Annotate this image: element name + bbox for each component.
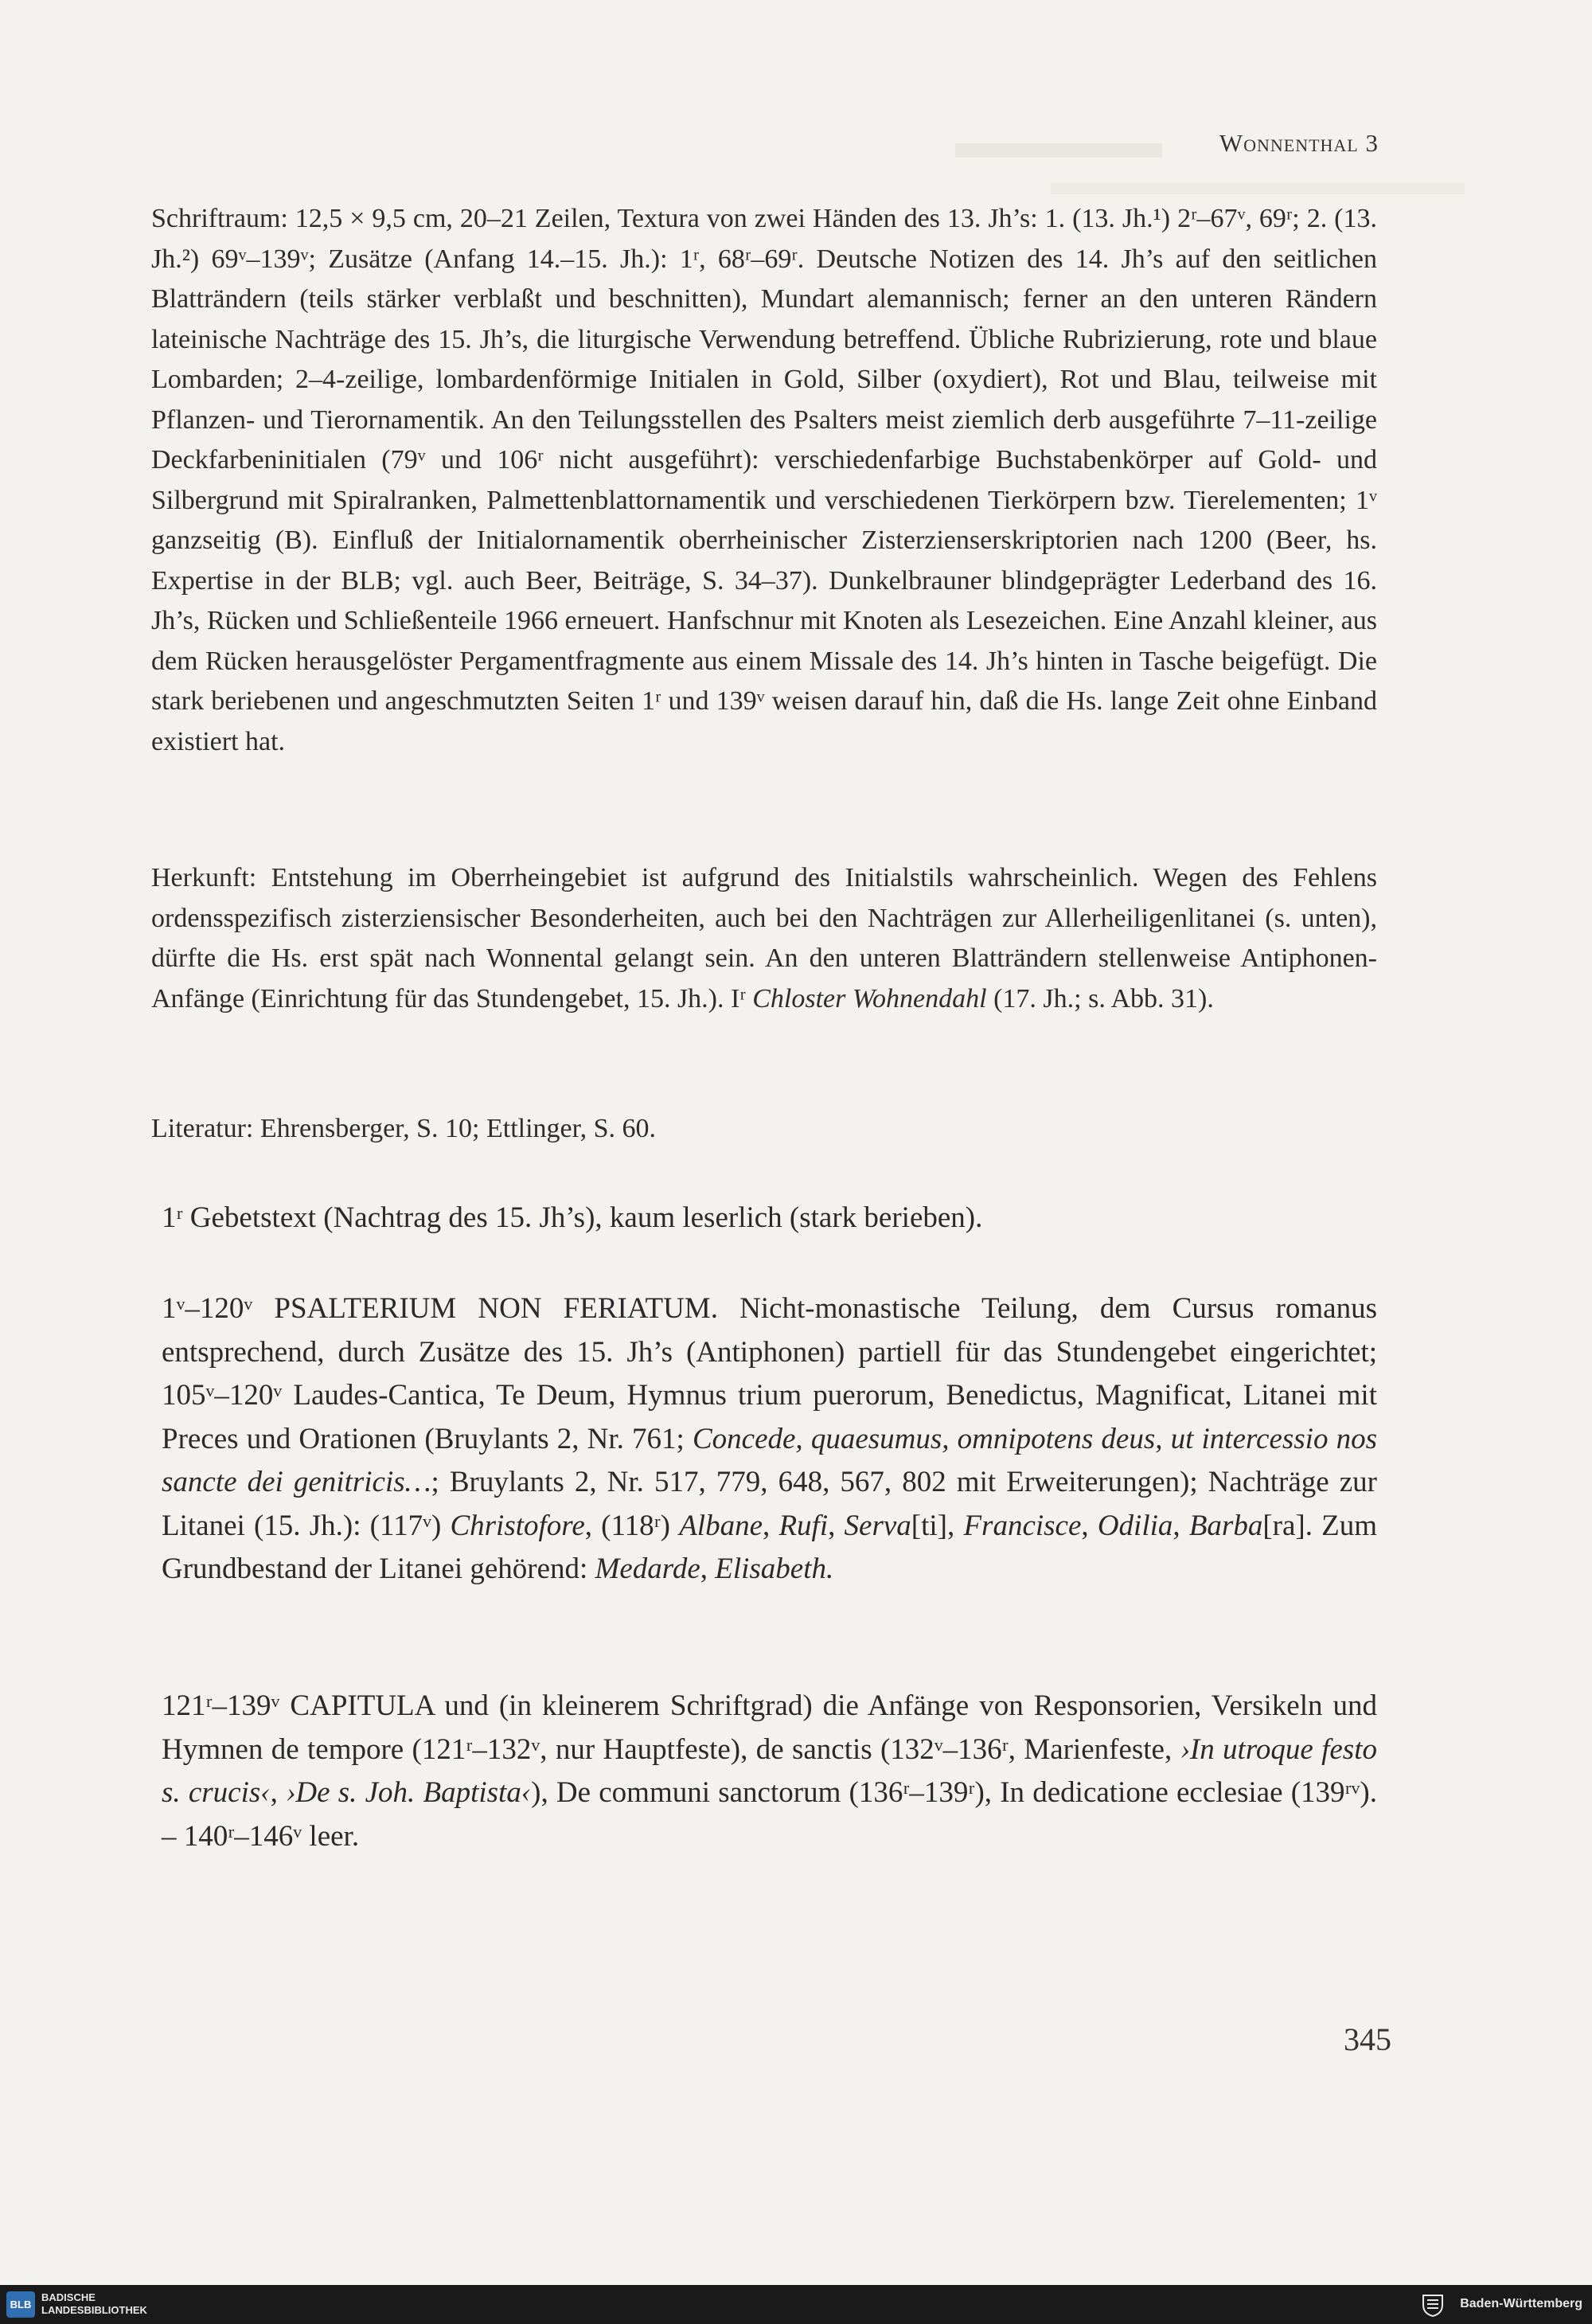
paragraph-provenance [151, 858, 1377, 1019]
provenance-end: (17. Jh.; s. Abb. 31). [993, 983, 1214, 1014]
psalterium-italic-f: Albane [679, 1509, 763, 1542]
paragraph-literature: Literatur: Ehrensberger, S. 10; Ettlinger, S. 60. [151, 1114, 657, 1143]
capitula-italic-b: ›In utroque festo s. crucis‹ [162, 1732, 1377, 1809]
psalterium-italic-h: Rufi [778, 1509, 829, 1542]
capitula-text-e: ), De communi sanctorum (136ʳ–139ʳ), In dedicatione ecclesiae (139ʳᵛ). – 140ʳ–146ᵛ leer. [162, 1776, 1377, 1853]
capitula-text-c: , [270, 1776, 278, 1809]
psalterium-italic-p: Barba [1188, 1509, 1263, 1542]
psalterium-italic-b: Concede, quaesumus, omnipotens deus, ut intercessio nos sancte dei genitricis… [162, 1422, 1377, 1498]
psalterium-text-k: [ti], [911, 1509, 955, 1542]
baden-wuerttemberg-label[interactable]: Baden-Württemberg [1460, 2297, 1582, 2310]
psalterium-italic-j: Serva [844, 1509, 911, 1542]
capitula-italic-d: ›De s. Joh. Baptista‹ [286, 1776, 532, 1809]
library-name-line2: LANDESBIBLIOTHEK [41, 2304, 147, 2316]
psalterium-text-i: , [828, 1509, 836, 1542]
library-name-line1: BADISCHE [41, 2291, 96, 2303]
entry-gebetstext: 1ʳ Gebetstext (Nachtrag des 15. Jh’s), kaum leserlich (stark berieben). [162, 1201, 983, 1234]
psalterium-text-c: ; Bruylants 2, Nr. 517, 779, 648, 567, 802 mit Erweiterungen); Nachträge zur Litanei (15. Jh.): (117ᵛ) [162, 1466, 1377, 1542]
psalterium-text-s: , [700, 1553, 708, 1585]
psalterium-italic-t: Elisabeth. [715, 1553, 834, 1585]
psalterium-text-e: , (118ʳ) [584, 1509, 670, 1542]
provenance-text: Herkunft: Entstehung im Oberrheingebiet ist aufgrund des Initialstils wahrscheinlich. Wegen des Fehlens ordensspezifisch zisterziensischer Besonderheiten, auch bei den Nachträgen zur Allerheiligenlitanei (s. unten), dürfte die Hs. erst spät nach Wonnental gelangt sein. An den unteren Blatträndern stellenweise Antiphonen-Anfänge (Einrichtung für das Stundengebet, 15. Jh.). Iʳ [151, 863, 1377, 1014]
psalterium-text-m: , [1081, 1509, 1089, 1542]
psalterium-text-q: [ra]. Zum Grundbestand der Litanei gehörend: [162, 1509, 1378, 1585]
entry-capitula [162, 1685, 1377, 1858]
library-name[interactable] [41, 2291, 147, 2317]
psalterium-italic-d: Christofore [450, 1509, 585, 1542]
psalterium-italic-r: Medarde [595, 1553, 700, 1585]
page-number: 345 [1344, 2021, 1391, 2057]
footer-bar [0, 2285, 1592, 2324]
baden-wuerttemberg-crest-icon[interactable] [1421, 2292, 1445, 2317]
psalterium-italic-l: Francisce [963, 1509, 1082, 1542]
paragraph-description: Schriftraum: 12,5 × 9,5 cm, 20–21 Zeilen, Textura von zwei Händen des 13. Jh’s: 1. (13. Jh.¹) 2ʳ–67ᵛ, 69ʳ; 2. (13. Jh.²) 69ᵛ–139ᵛ; Zusätze (Anfang 14.–15. Jh.): 1ʳ, 68ʳ–69ʳ. Deutsche Notizen des 14. Jh’s auf den seitlichen Blatträndern (teils stärker verblaßt und beschnitten), Mundart alemannisch; ferner an den unteren Rändern lateinische Nachträge des 15. Jh’s, die liturgische Verwendung betreffend. Übliche Rubrizierung, rote und blaue Lombarden; 2–4-zeilige, lombardenförmige Initialen in Gold, Silber (oxydiert), Rot und Blau, teilweise mit Pflanzen- und Tierornamentik. An den Teilungsstellen des Psalters meist ziemlich derb ausgeführte 7–11-zeilige Deckfarbeninitialen (79ᵛ und 106ʳ nicht ausgeführt): verschiedenfarbige Buchstabenkörper auf Gold- und Silbergrund mit Spiralranken, Palmettenblattornamentik und verschiedenen Tierkörpern bzw. Tierelementen; 1ᵛ ganzseitig (B). Einfluß der Initialornamentik oberrheinischer Zisterzienserskriptorien nach 1200 (Beer, hs. Expertise in der BLB; vgl. auch Beer, Beiträge, S. 34–37). Dunkelbrauner blindgeprägter Lederband des 16. Jh’s, Rücken und Schließenteile 1966 erneuert. Hanfschnur mit Knoten als Lesezeichen. Eine Anzahl kleiner, aus dem Rücken herausgelöster Pergamentfragmente aus einem Missale des 14. Jh’s hinten in Tasche beigefügt. Die stark beriebenen und angeschmutzten Seiten 1ʳ und 139ᵛ weisen darauf hin, daß die Hs. lange Zeit ohne Einband existiert hat. [151, 204, 1377, 756]
entry-psalterium [162, 1287, 1377, 1592]
provenance-italic: Chloster Wohnendahl [752, 983, 987, 1014]
psalterium-italic-n: Odilia [1097, 1509, 1173, 1542]
running-head: Wonnenthal 3 [1219, 129, 1379, 157]
capitula-text-a: 121ʳ–139ᵛ CAPITULA und (in kleinerem Schriftgrad) die Anfänge von Responsorien, Versikeln und Hymnen de tempore (121ʳ–132ᵛ, nur Hauptfeste), de sanctis (132ᵛ–136ʳ, Marienfeste, [162, 1689, 1377, 1766]
psalterium-text-o: , [1173, 1509, 1180, 1542]
psalterium-text-a: 1ᵛ–120ᵛ PSALTERIUM NON FERIATUM. Nicht-monastische Teilung, dem Cursus romanus entsprechend, durch Zusätze des 15. Jh’s (Antiphonen) partiell für das Stundengebet eingerichtet; 105ᵛ–120ᵛ Laudes-Cantica, Te Deum, Hymnus trium puerorum, Benedictus, Magnificat, Litanei mit Preces und Orationen (Bruylants 2, Nr. 761; [162, 1292, 1377, 1455]
blb-logo-icon[interactable]: BLB [6, 2291, 35, 2318]
psalterium-text-g: , [763, 1509, 771, 1542]
